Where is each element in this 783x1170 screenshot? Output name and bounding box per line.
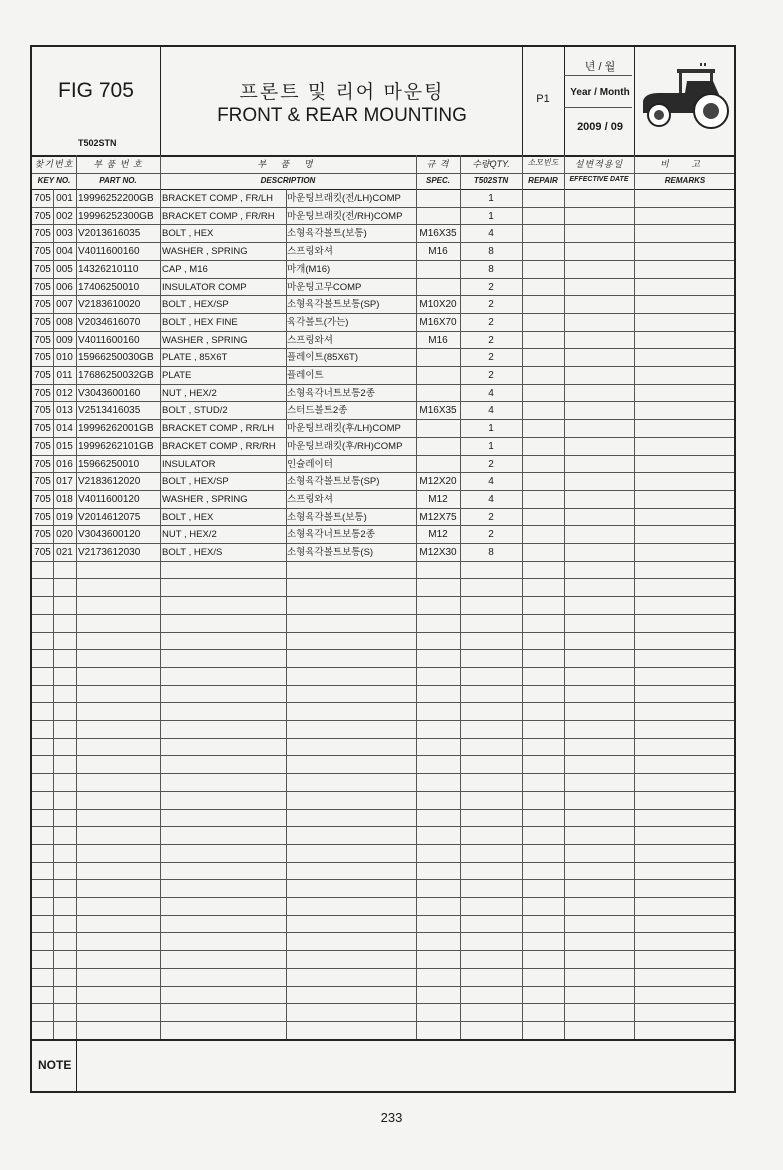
grid-line — [32, 401, 734, 402]
description-cell: INSULATOR COMP — [162, 282, 247, 293]
note-label: NOTE — [38, 1058, 72, 1072]
description-cell: NUT , HEX/2 — [162, 388, 217, 399]
description-ko-cell: 마운팅브래킷(후/RH)COMP — [287, 441, 403, 452]
key-cell: 007 — [56, 299, 73, 310]
grid-line — [32, 685, 734, 686]
grid-line — [564, 107, 632, 108]
description-cell: BOLT , HEX/SP — [162, 476, 229, 487]
grid-line — [32, 702, 734, 703]
description-cell: INSULATOR — [162, 459, 216, 470]
description-cell: BOLT , HEX/SP — [162, 299, 229, 310]
qty-cell: 1 — [488, 211, 494, 222]
description-cell: PLATE , 85X6T — [162, 352, 228, 363]
spec-cell: M16 — [428, 246, 448, 257]
description-ko-cell: 소형육각볼트(보통) — [287, 228, 367, 239]
description-ko-cell: 육각볼트(가는) — [287, 317, 349, 328]
part-number-cell: 19996252200GB — [78, 193, 154, 204]
fig-cell: 705 — [34, 228, 51, 239]
parts-table-frame — [30, 45, 736, 1093]
header-key-en: KEY NO. — [37, 176, 71, 185]
fig-cell: 705 — [34, 352, 51, 363]
year-month-korean: 년 / 월 — [584, 61, 616, 73]
grid-line — [32, 596, 734, 597]
grid-line — [32, 455, 734, 456]
grid-line — [32, 561, 734, 562]
spec-cell: M10X20 — [419, 299, 457, 310]
part-number-cell: 15966250030GB — [78, 352, 154, 363]
grid-line — [32, 614, 734, 615]
tractor-illustration — [637, 63, 734, 133]
grid-line — [32, 862, 734, 863]
qty-cell: 8 — [488, 264, 494, 275]
grid-line — [564, 75, 632, 76]
fig-cell: 705 — [34, 264, 51, 275]
grid-line — [522, 155, 523, 1039]
header-effective-en: EFFECTIVE DATE — [569, 176, 629, 183]
grid-line — [32, 331, 734, 332]
qty-cell: 2 — [488, 335, 494, 346]
grid-line — [32, 738, 734, 739]
grid-line — [76, 1039, 77, 1091]
key-cell: 008 — [56, 317, 73, 328]
part-number-cell: V2183612020 — [78, 476, 141, 487]
description-cell: BOLT , HEX FINE — [162, 317, 238, 328]
qty-cell: 2 — [488, 529, 494, 540]
grid-line — [32, 879, 734, 880]
grid-line — [32, 1039, 734, 1041]
grid-line — [32, 773, 734, 774]
grid-line — [32, 897, 734, 898]
qty-cell: 4 — [488, 405, 494, 416]
grid-line — [32, 578, 734, 579]
key-cell: 016 — [56, 459, 73, 470]
grid-line — [32, 826, 734, 827]
description-cell: WASHER , SPRING — [162, 335, 248, 346]
qty-cell: 1 — [488, 423, 494, 434]
model-code: T502STN — [78, 138, 117, 148]
header-remarks-en: REMARKS — [664, 176, 706, 185]
key-cell: 017 — [56, 476, 73, 487]
part-number-cell: V4011600160 — [78, 335, 140, 346]
grid-line — [32, 950, 734, 951]
description-ko-cell: 인슐레이터 — [287, 459, 333, 470]
qty-cell: 2 — [488, 299, 494, 310]
grid-line — [460, 155, 461, 1039]
description-ko-cell: 스터드볼트2종 — [287, 405, 348, 416]
description-cell: BOLT , HEX/S — [162, 547, 223, 558]
header-desc-ko: 부 품 명 — [257, 159, 319, 169]
grid-line — [32, 207, 734, 208]
grid-line — [32, 915, 734, 916]
grid-line — [634, 47, 635, 155]
grid-line — [32, 844, 734, 845]
description-ko-cell: 소형육각너트보통2종 — [287, 388, 375, 399]
description-cell: CAP , M16 — [162, 264, 208, 275]
grid-line — [32, 348, 734, 349]
grid-line — [32, 755, 734, 756]
description-cell: BOLT , HEX — [162, 512, 214, 523]
fig-cell: 705 — [34, 335, 51, 346]
qty-cell: 2 — [488, 352, 494, 363]
fig-cell: 705 — [34, 441, 51, 452]
fig-cell: 705 — [34, 547, 51, 558]
description-cell: BRACKET COMP , RR/RH — [162, 441, 276, 452]
grid-line — [76, 155, 77, 1039]
grid-line — [32, 224, 734, 225]
fig-cell: 705 — [34, 388, 51, 399]
description-cell: BOLT , STUD/2 — [162, 405, 228, 416]
part-number-cell: V4011600120 — [78, 494, 140, 505]
spec-cell: M16X35 — [419, 405, 457, 416]
fig-cell: 705 — [34, 211, 51, 222]
grid-line — [522, 47, 523, 155]
grid-line — [32, 667, 734, 668]
description-cell: WASHER , SPRING — [162, 246, 248, 257]
spec-cell: M12 — [428, 529, 448, 540]
key-cell: 010 — [56, 352, 73, 363]
description-ko-cell: 소형육각볼트보통(SP) — [287, 299, 380, 310]
grid-line — [32, 809, 734, 810]
fig-cell: 705 — [34, 405, 51, 416]
description-ko-cell: 마개(M16) — [287, 264, 331, 275]
part-number-cell: 15966250010 — [78, 459, 140, 470]
part-number-cell: 19996262101GB — [78, 441, 154, 452]
fig-cell: 705 — [34, 459, 51, 470]
header-repair-ko: 소모빈도 — [527, 158, 559, 167]
grid-line — [32, 525, 734, 526]
grid-line — [32, 437, 734, 438]
grid-line — [416, 155, 417, 1039]
key-cell: 011 — [56, 370, 73, 381]
key-cell: 004 — [56, 246, 73, 257]
grid-line — [32, 986, 734, 987]
qty-cell: 2 — [488, 317, 494, 328]
description-ko-cell: 스프링와셔 — [287, 494, 333, 505]
description-cell: PLATE — [162, 370, 192, 381]
qty-cell: 8 — [488, 246, 494, 257]
key-cell: 012 — [56, 388, 73, 399]
qty-cell: 4 — [488, 494, 494, 505]
part-number-cell: V2183610020 — [78, 299, 141, 310]
fig-cell: 705 — [34, 193, 51, 204]
qty-cell: 8 — [488, 547, 494, 558]
spec-cell: M16X35 — [419, 228, 457, 239]
spec-cell: M12X30 — [419, 547, 457, 558]
description-cell: BRACKET COMP , FR/RH — [162, 211, 275, 222]
part-number-cell: 14326210110 — [78, 264, 139, 275]
fig-cell: 705 — [34, 299, 51, 310]
description-ko-cell: 마운팅브래킷(전/RH)COMP — [287, 211, 403, 222]
fig-cell: 705 — [34, 512, 51, 523]
header-qty-ko: 수량QTY. — [472, 159, 510, 169]
header-spec-ko: 규 격 — [426, 159, 450, 169]
description-ko-cell: 소형육각너트보통2종 — [287, 529, 375, 540]
key-cell: 001 — [56, 193, 73, 204]
key-cell: 003 — [56, 228, 73, 239]
part-number-cell: V4011600160 — [78, 246, 140, 257]
key-cell: 021 — [56, 547, 73, 558]
grid-line — [32, 155, 734, 157]
description-ko-cell: 마운팅브래킷(후/LH)COMP — [287, 423, 401, 434]
year-month-english: Year / Month — [570, 87, 630, 98]
grid-line — [564, 155, 565, 1039]
grid-line — [32, 189, 734, 190]
spec-cell: M16X70 — [419, 317, 457, 328]
part-number-cell: V3043600160 — [78, 388, 141, 399]
description-cell: BOLT , HEX — [162, 228, 214, 239]
header-repair-en: REPAIR — [528, 176, 558, 185]
grid-line — [32, 472, 734, 473]
description-ko-cell: 소형육각볼트보통(S) — [287, 547, 374, 558]
grid-line — [32, 366, 734, 367]
page-number: 233 — [380, 1110, 403, 1125]
grid-line — [32, 649, 734, 650]
header-desc-en: DESCRIPTION — [260, 176, 316, 185]
fig-cell: 705 — [34, 246, 51, 257]
grid-line — [32, 508, 734, 509]
grid-line — [32, 295, 734, 296]
grid-line — [564, 47, 565, 155]
fig-number: FIG 705 — [58, 79, 134, 102]
grid-line — [32, 384, 734, 385]
header-qty-en: T502STN — [473, 176, 509, 185]
description-ko-cell: 스프링와셔 — [287, 335, 333, 346]
description-ko-cell: 플레이트 — [287, 370, 324, 381]
qty-cell: 2 — [488, 282, 494, 293]
key-cell: 014 — [56, 423, 73, 434]
key-cell: 006 — [56, 282, 73, 293]
part-number-cell: V2013616035 — [78, 228, 141, 239]
grid-line — [634, 155, 635, 1039]
header-part-ko: 부 품 번 호 — [93, 159, 143, 169]
header-remarks-ko: 비 고 — [660, 159, 710, 169]
fig-cell: 705 — [34, 370, 51, 381]
grid-line — [32, 490, 734, 491]
part-number-cell: 19996252300GB — [78, 211, 154, 222]
header-key-ko: 찾기번호 — [34, 159, 74, 169]
key-cell: 015 — [56, 441, 73, 452]
key-cell: 013 — [56, 405, 73, 416]
grid-line — [32, 791, 734, 792]
fig-cell: 705 — [34, 476, 51, 487]
part-number-cell: V3043600120 — [78, 529, 141, 540]
description-ko-cell: 마운팅브래킷(전/LH)COMP — [287, 193, 401, 204]
part-number-cell: V2173612030 — [78, 547, 141, 558]
key-cell: 009 — [56, 335, 73, 346]
key-cell: 019 — [56, 512, 73, 523]
spec-cell: M16 — [428, 335, 448, 346]
header-spec-en: SPEC. — [425, 176, 450, 185]
part-number-cell: 19996262001GB — [78, 423, 154, 434]
fig-cell: 705 — [34, 494, 51, 505]
qty-cell: 4 — [488, 228, 494, 239]
description-ko-cell: 플레이트(85X6T) — [287, 352, 359, 363]
part-number-cell: 17686250032GB — [78, 370, 154, 381]
grid-line — [32, 1003, 734, 1004]
fig-cell: 705 — [34, 423, 51, 434]
description-cell: BRACKET COMP , RR/LH — [162, 423, 275, 434]
description-ko-cell: 소형육각볼트보통(SP) — [287, 476, 380, 487]
qty-cell: 1 — [488, 193, 494, 204]
grid-line — [32, 419, 734, 420]
part-number-cell: V2513416035 — [78, 405, 141, 416]
qty-cell: 4 — [488, 388, 494, 399]
description-cell: WASHER , SPRING — [162, 494, 248, 505]
grid-line — [32, 543, 734, 544]
page-label: P1 — [536, 93, 550, 105]
key-cell: 018 — [56, 494, 73, 505]
title-korean: 프론트 및 리어 마운팅 — [239, 82, 445, 103]
grid-line — [286, 189, 287, 1039]
grid-line — [160, 47, 161, 155]
description-cell: BRACKET COMP , FR/LH — [162, 193, 274, 204]
grid-line — [32, 968, 734, 969]
header-effective-ko: 설변적용일 — [574, 159, 624, 169]
grid-line — [32, 1021, 734, 1022]
grid-line — [32, 720, 734, 721]
fig-cell: 705 — [34, 317, 51, 328]
description-ko-cell: 마운팅고무COMP — [287, 282, 362, 293]
qty-cell: 2 — [488, 370, 494, 381]
key-cell: 005 — [56, 264, 73, 275]
part-number-cell: V2014612075 — [78, 512, 141, 523]
grid-line — [32, 260, 734, 261]
qty-cell: 4 — [488, 476, 494, 487]
grid-line — [32, 173, 734, 174]
header-part-en: PART NO. — [99, 176, 137, 185]
spec-cell: M12X20 — [419, 476, 457, 487]
part-number-cell: 17406250010 — [78, 282, 140, 293]
qty-cell: 1 — [488, 441, 494, 452]
fig-cell: 705 — [34, 282, 51, 293]
part-number-cell: V2034616070 — [78, 317, 141, 328]
fig-cell: 705 — [34, 529, 51, 540]
title-english: FRONT & REAR MOUNTING — [217, 105, 467, 126]
qty-cell: 2 — [488, 459, 494, 470]
description-ko-cell: 소형육각볼트(보통) — [287, 512, 367, 523]
key-cell: 020 — [56, 529, 73, 540]
grid-line — [32, 242, 734, 243]
spec-cell: M12X75 — [419, 512, 457, 523]
grid-line — [32, 278, 734, 279]
description-ko-cell: 스프링와셔 — [287, 246, 333, 257]
grid-line — [160, 155, 161, 1039]
description-cell: NUT , HEX/2 — [162, 529, 217, 540]
spec-cell: M12 — [428, 494, 448, 505]
key-cell: 002 — [56, 211, 73, 222]
grid-line — [32, 632, 734, 633]
grid-line — [32, 932, 734, 933]
revision-date: 2009 / 09 — [577, 121, 623, 133]
qty-cell: 2 — [488, 512, 494, 523]
grid-line — [32, 313, 734, 314]
